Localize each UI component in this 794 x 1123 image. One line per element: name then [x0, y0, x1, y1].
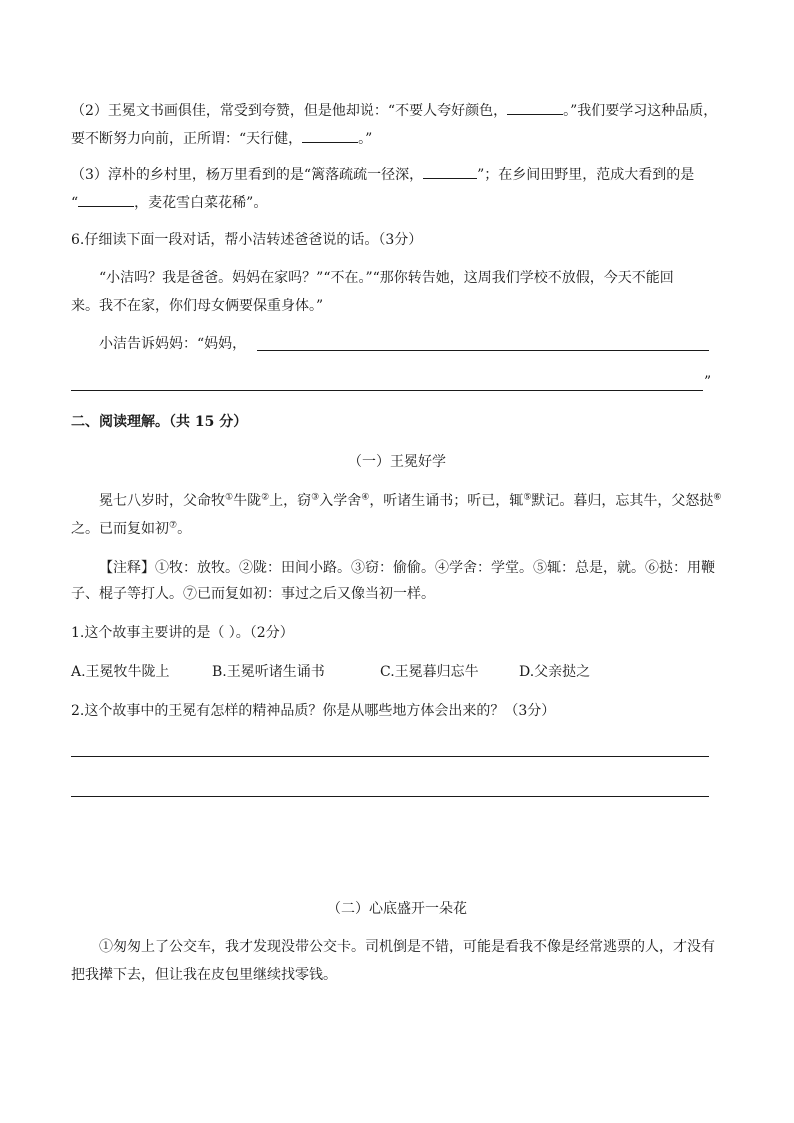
q5-item2-text-c: 要不断努力向前，正所谓：“天行健， [71, 131, 303, 147]
passage-text: 之。已而复如初 [71, 521, 169, 537]
passage1-question2: 2.这个故事中的王冕有怎样的精神品质？你是从哪些地方体会出来的？（3分） [71, 703, 556, 719]
option-d[interactable]: D.父亲挞之 [519, 664, 591, 680]
passage2-text-line1: ①匆匆上了公交车，我才发现没带公交卡。司机倒是不错，可能是看我不像是经常逃票的人，才没有 [99, 939, 715, 955]
footnote-marker: ⑥ [713, 492, 722, 503]
answer-blank[interactable] [302, 128, 358, 143]
q6-prompt: 6.仔细读下面一段对话，帮小洁转述爸爸说的话。（3分） [71, 232, 423, 248]
passage-text: 牛陇 [233, 493, 262, 509]
passage-text: ，听诸生诵书；听已，辄 [369, 493, 524, 509]
passage2-title: （二）心底盛开一朵花 [327, 901, 467, 917]
q5-item2-text-b: 。”我们要学习这种品质， [563, 103, 718, 119]
passage1-question1: 1.这个故事主要讲的是（ ）。（2分） [71, 625, 294, 641]
answer-line[interactable] [71, 796, 709, 797]
footnote-marker: ② [261, 492, 270, 503]
q6-dialogue-line1: “小洁吗？我是爸爸。妈妈在家吗？”“不在。”“那你转告她，这周我们学校不放假，今天不能回 [99, 270, 674, 286]
answer-blank[interactable] [507, 100, 563, 115]
passage1-title: （一）王冕好学 [348, 454, 446, 470]
passage1-text-line1 [99, 491, 721, 511]
answer-line[interactable] [71, 756, 709, 757]
passage-text: 。 [177, 521, 192, 537]
answer-line[interactable] [257, 350, 709, 351]
q5-item3-line2 [71, 192, 267, 213]
answer-blank[interactable] [423, 164, 477, 179]
q6-answer-close: ” [704, 374, 712, 390]
q5-item2-line2 [71, 128, 372, 149]
passage2-text-line2: 把我撵下去，但让我在皮包里继续找零钱。 [71, 967, 337, 983]
q5-item3-text-b: ”；在乡间田野里，范成大看到的是 [477, 167, 695, 183]
q5-item2-text-a: （2）王冕文书画俱佳，常受到夸赞，但是他却说：“不要人夸好颜色， [71, 103, 508, 119]
answer-line[interactable] [71, 390, 703, 391]
footnote-marker: ⑤ [523, 492, 532, 503]
passage-text: 上，窃 [269, 493, 312, 509]
passage1-notes-line1: 【注释】①牧：放牧。②陇：田间小路。③窃：偷偷。④学舍：学堂。⑤辄：总是，就。⑥挞：用鞭 [99, 560, 715, 576]
passage1-text-line2 [71, 519, 191, 539]
passage-text: 默记。暮归，忘其牛，父怒挞 [531, 493, 714, 509]
option-a[interactable]: A.王冕牧牛陇上 [71, 664, 170, 680]
q5-item3-text-a: （3）淳朴的乡村里，杨万里看到的是“篱落疏疏一径深， [71, 167, 424, 183]
footnote-marker: ① [225, 492, 234, 503]
option-c[interactable]: C.王冕暮归忘牛 [380, 664, 479, 680]
q5-item3-text-d: ，麦花雪白菜花稀”。 [134, 195, 268, 211]
section-heading: 二、阅读理解。（共 15 分） [71, 414, 248, 430]
q5-item2-text-d: 。” [358, 131, 373, 147]
footnote-marker: ④ [361, 492, 370, 503]
option-b[interactable]: B.王冕听诸生诵书 [212, 664, 325, 680]
passage1-notes-line2: 子、棍子等打人。⑦已而复如初：事过之后又像当初一样。 [71, 586, 435, 602]
footnote-marker: ⑦ [169, 520, 178, 531]
question1-options [0, 662, 794, 682]
q6-dialogue-line2: 来。我不在家，你们母女俩要保重身体。” [71, 298, 324, 314]
q5-item3-line1 [71, 164, 694, 185]
q5-item2-line1 [71, 100, 717, 121]
passage-text: 入学舍 [319, 493, 362, 509]
answer-blank[interactable] [78, 192, 134, 207]
q6-answer-lead: 小洁告诉妈妈：“妈妈， [99, 336, 247, 352]
passage-text: 冕七八岁时，父命牧 [99, 493, 225, 509]
q5-item3-text-c: “ [71, 195, 79, 211]
footnote-marker: ③ [311, 492, 320, 503]
